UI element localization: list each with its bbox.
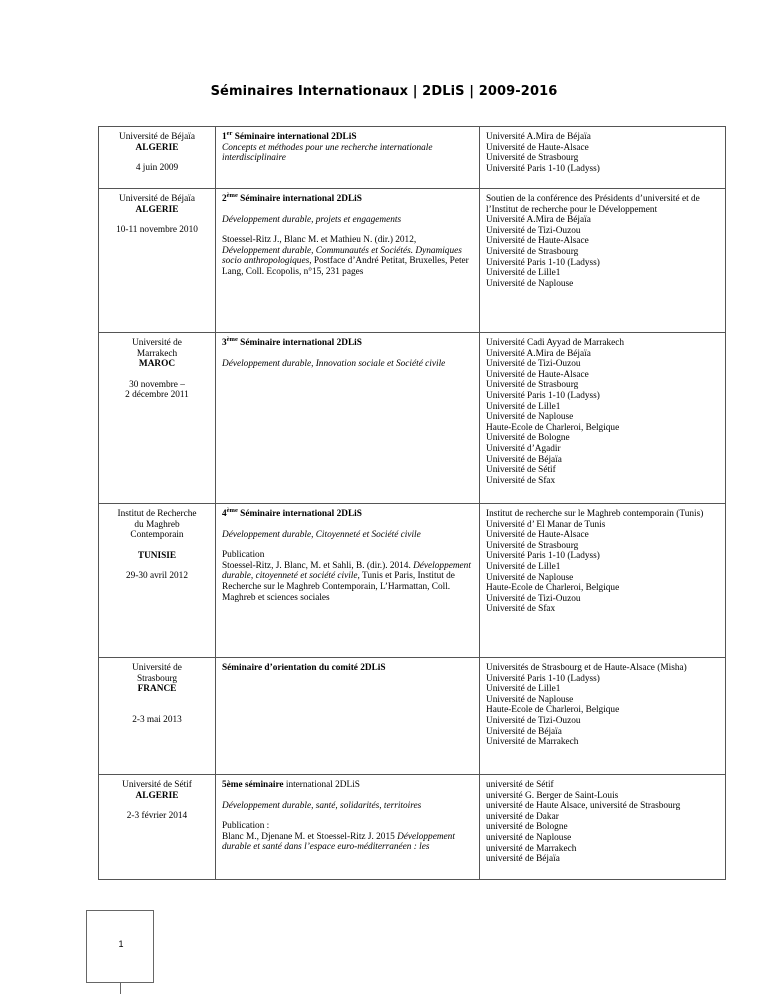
partner: Université de Naplouse — [486, 572, 574, 583]
seminar-date: 2-3 mai 2013 — [132, 714, 182, 725]
partner: Université de Haute-Alsace — [486, 530, 589, 541]
partner: Université de Haute-Alsace — [486, 369, 589, 380]
seminar-cell — [216, 189, 480, 333]
partner: Université de Tizi-Ouzou — [486, 593, 581, 604]
table-row — [99, 504, 726, 658]
partner: Université de Strasbourg — [486, 540, 579, 551]
partner: Université de Sfax — [486, 475, 556, 486]
partner: Université de Béjaïa — [486, 454, 562, 465]
partners-cell — [480, 333, 726, 504]
seminar-title: 4ème Séminaire international 2DLiS — [222, 506, 362, 519]
partner: Université A.Mira de Béjaïa — [486, 215, 591, 226]
location-name: Université de — [132, 338, 182, 348]
seminar-cell — [216, 127, 480, 189]
partner: Université de Marrakech — [486, 737, 579, 748]
seminar-subtitle: Développement durable, Innovation sociale et Société civile — [222, 358, 446, 369]
location-country: ALGERIE — [135, 142, 179, 153]
seminar-subtitle: Développement durable, Citoyenneté et Société civile — [222, 529, 421, 540]
partner: Université Paris 1-10 (Ladyss) — [486, 257, 600, 268]
table-row — [99, 189, 726, 333]
publication-label: Publication — [222, 550, 265, 561]
location-country: TUNISIE — [137, 550, 177, 561]
partner: université de Bologne — [486, 822, 568, 833]
partner: Université de Sfax — [486, 604, 556, 615]
partner: Université Paris 1-10 (Ladyss) — [486, 551, 600, 562]
location-country: ALGERIE — [135, 204, 179, 215]
partner: Université de Sétif — [486, 465, 556, 476]
location-cell — [99, 775, 216, 880]
seminar-title: 1er Séminaire international 2DLiS — [222, 129, 357, 142]
seminar-title: 3ème Séminaire international 2DLiS — [222, 335, 362, 348]
partner: Université de Strasbourg — [486, 246, 579, 257]
page-number-tick — [120, 982, 121, 994]
partner: université G. Berger de Saint-Louis — [486, 790, 619, 801]
partner: Université de Lille1 — [486, 268, 561, 279]
publication-reference: Stoessel-Ritz J., Blanc M. et Mathieu N. (dir.) 2012, Développement durable, Communautés et Sociétés. Dynamiques socio anthropologiques, Postface d’André Petitat, Bruxelles, Peter Lang, Coll. Ecopolis, n°15, 231 pages — [222, 235, 469, 277]
partner: Université de Lille1 — [486, 684, 561, 695]
seminar-cell — [216, 658, 480, 775]
location-country: MAROC — [138, 359, 176, 370]
partner: Université de Bologne — [486, 433, 570, 444]
seminar-date: 10-11 novembre 2010 — [116, 225, 198, 236]
seminar-title: 5ème séminaire international 2DLiS — [222, 780, 360, 790]
page-title: Séminaires Internationaux | 2DLiS | 2009-2016 — [210, 84, 558, 99]
page-number-box — [86, 910, 154, 983]
location-country: ALGERIE — [135, 790, 179, 801]
location-name: Marrakech — [136, 348, 178, 359]
seminar-cell — [216, 504, 480, 658]
partner: université de Naplouse — [486, 832, 572, 843]
partner: Université de Haute-Alsace — [486, 236, 589, 247]
partner: université de Haute Alsace, université de Strasbourg — [486, 801, 681, 812]
page-number: 1 — [118, 939, 124, 949]
location-name: Université de Sétif — [122, 780, 192, 790]
location-name: Contemporain — [130, 530, 184, 541]
partner: Université de Lille1 — [486, 401, 561, 412]
seminars-table — [98, 126, 726, 880]
seminar-cell — [216, 333, 480, 504]
partner: université de Marrakech — [486, 843, 577, 854]
partners-cell — [480, 127, 726, 189]
partner: Université de Naplouse — [486, 694, 574, 705]
partner: Université A.Mira de Béjaïa — [486, 132, 591, 142]
location-name: du Maghreb — [134, 519, 180, 530]
table-row — [99, 333, 726, 504]
seminar-title: Séminaire d’orientation du comité 2DLiS — [222, 663, 386, 673]
seminar-date: 30 novembre – 2 décembre 2011 — [125, 379, 189, 401]
seminar-subtitle: Développement durable, santé, solidarités, territoires — [222, 800, 422, 811]
publication-label: Publication : — [222, 821, 270, 832]
table-row — [99, 775, 726, 880]
location-name: Institut de Recherche — [117, 509, 197, 519]
seminar-subtitle: Concepts et méthodes pour une recherche internationale interdisciplinaire — [222, 142, 433, 164]
partners-cell — [480, 189, 726, 333]
location-cell — [99, 658, 216, 775]
partner: Université de Tizi-Ouzou — [486, 359, 581, 370]
partner: Université Paris 1-10 (Ladyss) — [486, 390, 600, 401]
partner: Soutien de la conférence des Présidents d’université et de l’Institut de recherche pour le Développement — [486, 194, 700, 215]
seminar-date: 29-30 avril 2012 — [126, 571, 188, 582]
seminar-date: 4 juin 2009 — [135, 163, 179, 174]
partner: Université A.Mira de Béjaïa — [486, 348, 591, 359]
partner: Universités de Strasbourg et de Haute-Alsace (Misha) — [486, 663, 687, 673]
table-row — [99, 658, 726, 775]
table-row — [99, 127, 726, 189]
publication-reference: Blanc M., Djenane M. et Stoessel-Ritz J. 2015 Développement durable et santé dans l’espace euro-méditerranéen : les — [222, 831, 455, 853]
publication-reference: Stoessel-Ritz, J. Blanc, M. et Sahli, B. (dir.). 2014. Développement durable, citoyenneté et société civile, Tunis et Paris, Institut de Recherche sur le Maghreb Contemporain, L’Harmattan, Coll. Maghreb et sciences sociales — [222, 560, 471, 603]
location-cell — [99, 504, 216, 658]
partner: Université de Strasbourg — [486, 153, 579, 164]
partner: Haute-Ecole de Charleroi, Belgique — [486, 422, 620, 433]
partner: université de Béjaïa — [486, 854, 560, 865]
partner: Université de Naplouse — [486, 412, 574, 423]
partner: Université de Naplouse — [486, 278, 574, 289]
location-name: Strasbourg — [136, 673, 178, 684]
location-name: Université de Béjaïa — [119, 132, 195, 142]
partner: Université d’ El Manar de Tunis — [486, 519, 606, 530]
partner: université de Dakar — [486, 811, 559, 822]
partner: Haute-Ecole de Charleroi, Belgique — [486, 705, 620, 716]
location-name: Université de — [132, 663, 182, 673]
partner: Haute-Ecole de Charleroi, Belgique — [486, 583, 620, 594]
partners-cell — [480, 658, 726, 775]
partner: Université de Béjaïa — [486, 726, 562, 737]
location-name: Université de Béjaïa — [119, 194, 195, 204]
seminar-date: 2-3 février 2014 — [126, 811, 188, 822]
partner: Université de Strasbourg — [486, 380, 579, 391]
partner: Université Paris 1-10 (Ladyss) — [486, 673, 600, 684]
seminar-title: 2ème Séminaire international 2DLiS — [222, 191, 362, 204]
partner: Université Cadi Ayyad de Marrakech — [486, 338, 625, 348]
partner: Université de Haute-Alsace — [486, 142, 589, 153]
partner: Institut de recherche sur le Maghreb contemporain (Tunis) — [486, 509, 704, 519]
partners-cell — [480, 775, 726, 880]
partner: université de Sétif — [486, 780, 554, 790]
partner: Université de Tizi-Ouzou — [486, 715, 581, 726]
partner: Université d’Agadir — [486, 443, 561, 454]
partner: Université de Tizi-Ouzou — [486, 225, 581, 236]
location-cell — [99, 189, 216, 333]
partner: Université de Lille1 — [486, 561, 561, 572]
seminar-cell — [216, 775, 480, 880]
partner: Université Paris 1-10 (Ladyss) — [486, 163, 600, 174]
location-country: FRANCE — [137, 684, 177, 695]
location-cell — [99, 333, 216, 504]
location-cell — [99, 127, 216, 189]
seminar-subtitle: Développement durable, projets et engagements — [222, 214, 402, 225]
partners-cell — [480, 504, 726, 658]
